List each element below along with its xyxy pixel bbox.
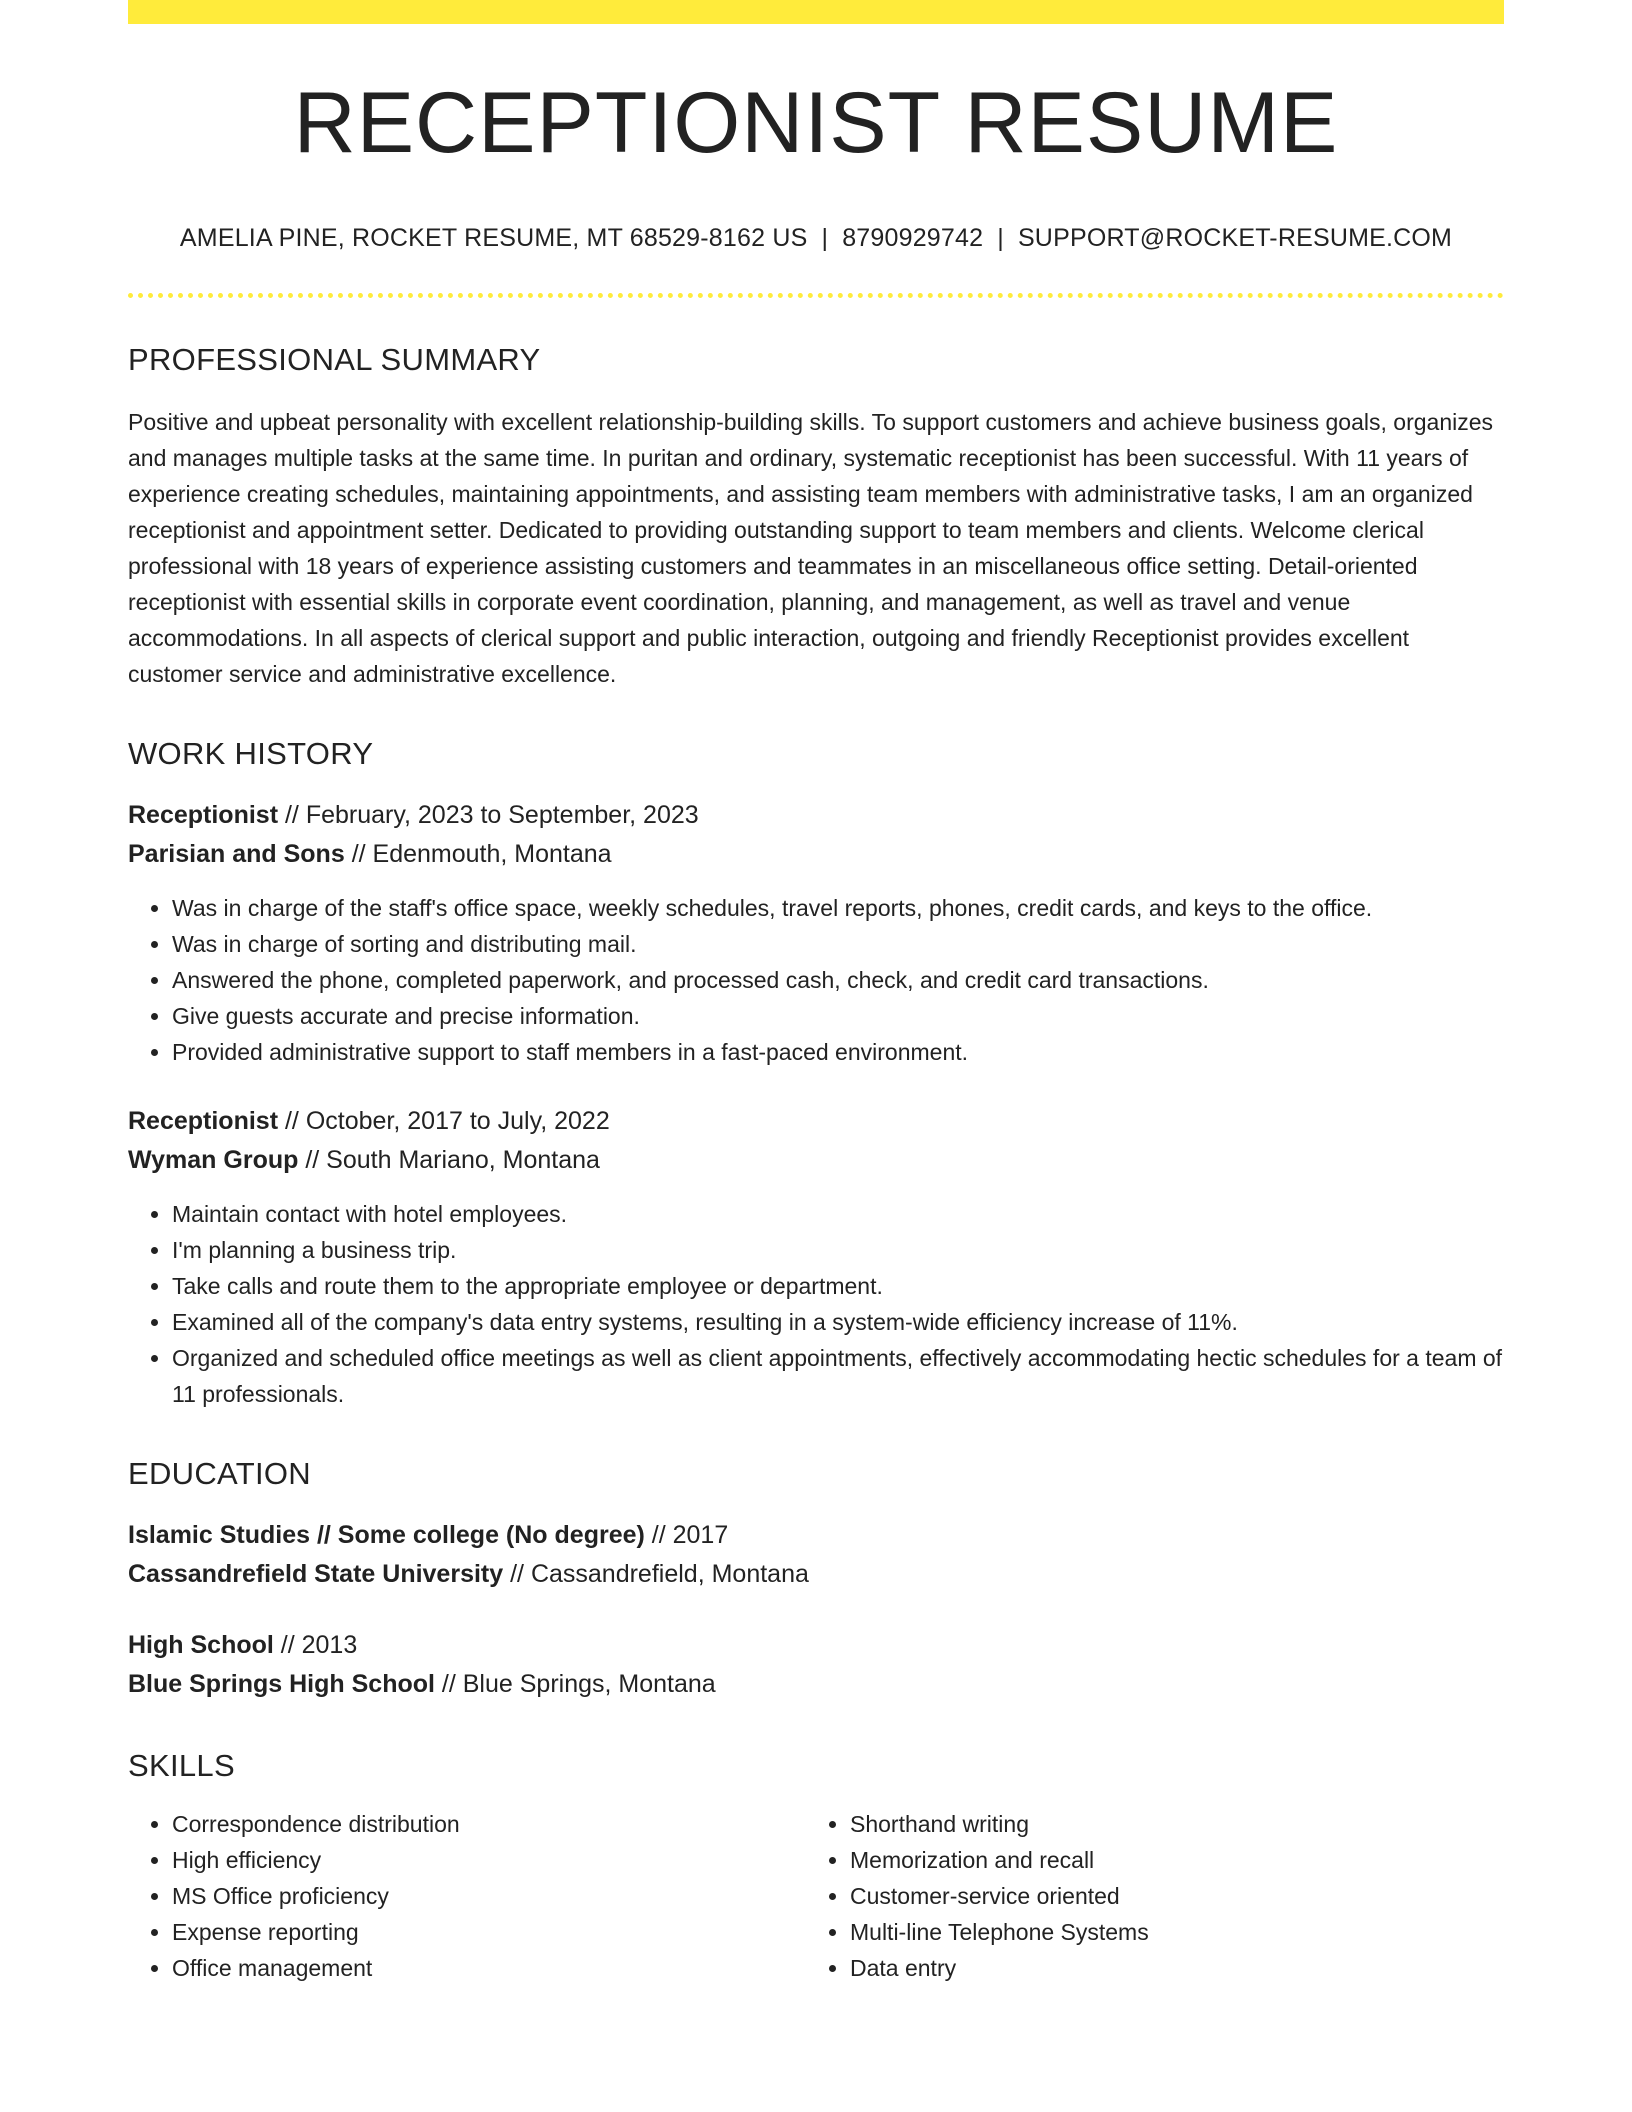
- contact-email: SUPPORT@ROCKET-RESUME.COM: [1017, 223, 1453, 252]
- skill-item: • Data entry: [850, 1950, 1484, 1986]
- education-entry: [128, 1516, 1504, 1594]
- job-bullet: • Give guests accurate and precise information.: [172, 998, 1504, 1034]
- contact-separator: |: [997, 223, 1004, 252]
- skills-columns: [128, 1806, 1504, 1986]
- job-company-line: [128, 1141, 1504, 1180]
- skill-item: • Shorthand writing: [850, 1806, 1484, 1842]
- education-school: Blue Springs High School: [128, 1669, 435, 1698]
- work-history-heading: WORK HISTORY: [128, 735, 374, 771]
- skill-item: • Office management: [172, 1950, 806, 1986]
- skills-list-left: [128, 1806, 806, 1986]
- skill-item: • Customer-service oriented: [850, 1878, 1484, 1914]
- dotted-divider: [128, 293, 1504, 298]
- job-bullet: • Organized and scheduled office meetings as well as client appointments, effectively accommodating hectic schedules for a team of 11 professionals.: [172, 1340, 1504, 1412]
- job-entry: [128, 796, 1504, 1070]
- job-bullet: • Was in charge of the staff's office space, weekly schedules, travel reports, phones, credit cards, and keys to the office.: [172, 890, 1504, 926]
- job-bullet: • Take calls and route them to the appropriate employee or department.: [172, 1268, 1504, 1304]
- education-heading: EDUCATION: [128, 1455, 311, 1491]
- education-degree: High School: [128, 1630, 274, 1659]
- contact-address: AMELIA PINE, ROCKET RESUME, MT 68529-8162 US: [179, 223, 808, 252]
- education-degree-line: [128, 1626, 1504, 1665]
- education-year: // 2017: [644, 1520, 729, 1549]
- job-title-line: [128, 796, 1504, 835]
- job-location: // Edenmouth, Montana: [344, 839, 612, 868]
- summary-heading: PROFESSIONAL SUMMARY: [128, 341, 541, 377]
- contact-phone: 8790929742: [842, 223, 984, 252]
- skill-item: • Memorization and recall: [850, 1842, 1484, 1878]
- education-degree-line: [128, 1516, 1504, 1555]
- skill-item: • Expense reporting: [172, 1914, 806, 1950]
- skills-heading: SKILLS: [128, 1747, 235, 1783]
- job-company: Wyman Group: [128, 1145, 299, 1174]
- summary-text: Positive and upbeat personality with excellent relationship-building skills. To support customers and achieve business goals, organizes and manages multiple tasks at the same time. In puritan and ordinary, systematic receptionist has been successful. With 11 years of experience creating schedules, maintaining appointments, and assisting team members with administrative tasks, I am an organized receptionist and appointment setter. Dedicated to providing outstanding support to team members and clients. Welcome clerical professional with 18 years of experience assisting customers and teammates in an miscellaneous office setting. Detail-oriented receptionist with essential skills in corporate event coordination, planning, and management, as well as travel and venue accommodations. In all aspects of clerical support and public interaction, outgoing and friendly Receptionist provides excellent customer service and administrative excellence.: [128, 408, 1494, 687]
- skill-item: • Multi-line Telephone Systems: [850, 1914, 1484, 1950]
- skill-item: • High efficiency: [172, 1842, 806, 1878]
- job-bullet: • Maintain contact with hotel employees.: [172, 1196, 1504, 1232]
- job-bullet: • Was in charge of sorting and distributing mail.: [172, 926, 1504, 962]
- contact-separator: |: [821, 223, 829, 252]
- job-entry: [128, 1102, 1504, 1412]
- resume-title: RECEPTIONIST RESUME: [293, 75, 1339, 171]
- contact-line: [128, 224, 1504, 253]
- skills-list-right: [806, 1806, 1484, 1986]
- education-entry: [128, 1626, 1504, 1704]
- skill-item: • Correspondence distribution: [172, 1806, 806, 1842]
- job-location: // South Mariano, Montana: [298, 1145, 600, 1174]
- job-bullet: • Examined all of the company's data entry systems, resulting in a system-wide efficiency increase of 11%.: [172, 1304, 1504, 1340]
- education-location: // Blue Springs, Montana: [434, 1669, 716, 1698]
- job-bullet: • I'm planning a business trip.: [172, 1232, 1504, 1268]
- job-bullet: • Answered the phone, completed paperwork, and processed cash, check, and credit card transactions.: [172, 962, 1504, 998]
- education-location: // Cassandrefield, Montana: [503, 1559, 809, 1588]
- job-title: Receptionist: [128, 1106, 279, 1135]
- job-title-line: [128, 1102, 1504, 1141]
- accent-top-bar: [128, 0, 1504, 24]
- job-company: Parisian and Sons: [128, 839, 345, 868]
- job-bullet: • Provided administrative support to staff members in a fast-paced environment.: [172, 1034, 1504, 1070]
- education-year: // 2013: [273, 1630, 358, 1659]
- job-title: Receptionist: [128, 800, 279, 829]
- job-company-line: [128, 835, 1504, 874]
- education-school-line: [128, 1665, 1504, 1704]
- education-school: Cassandrefield State University: [128, 1559, 504, 1588]
- job-bullets: [128, 890, 1504, 1070]
- education-degree: Islamic Studies // Some college (No degree): [128, 1520, 645, 1549]
- job-bullets: [128, 1196, 1504, 1412]
- job-dates: // February, 2023 to September, 2023: [278, 800, 699, 829]
- job-dates: // October, 2017 to July, 2022: [278, 1106, 610, 1135]
- education-school-line: [128, 1555, 1504, 1594]
- skill-item: • MS Office proficiency: [172, 1878, 806, 1914]
- resume-page: [128, 0, 1504, 1986]
